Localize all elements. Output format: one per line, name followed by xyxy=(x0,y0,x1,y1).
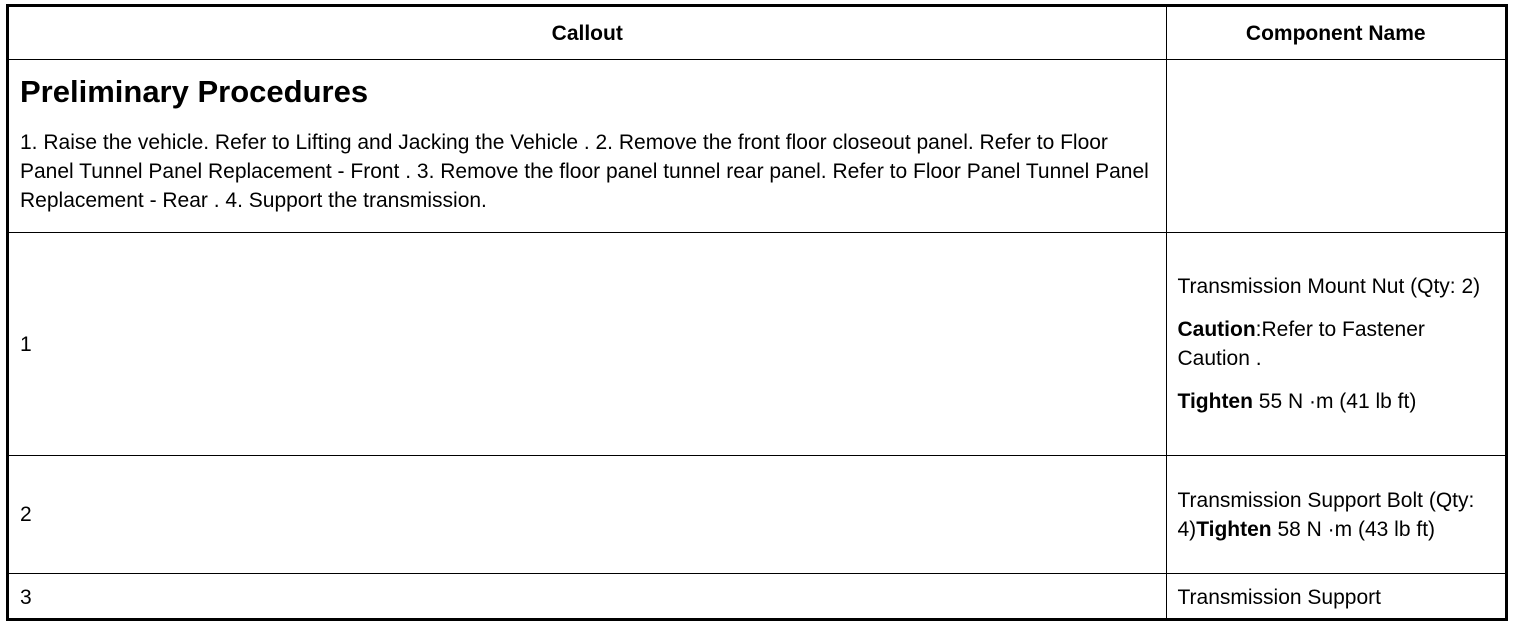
table-row xyxy=(9,233,1505,456)
preliminary-procedures-row xyxy=(9,60,1505,233)
component-name-cell: Transmission Support xyxy=(1166,574,1505,621)
caution-label: Caution xyxy=(1177,318,1256,341)
table-row xyxy=(9,456,1505,574)
component-name-column-header: Component Name xyxy=(1166,7,1505,60)
component-name: Transmission Mount Nut (Qty: 2) xyxy=(1177,275,1481,298)
callout-column-header: Callout xyxy=(9,7,1166,60)
caution-text: :Refer to Fastener Caution . xyxy=(1177,318,1425,370)
callout-cell: 3 xyxy=(9,574,1166,621)
procedure-table xyxy=(9,7,1505,620)
callout-cell: 1 xyxy=(9,233,1166,456)
torque-value: 55 N ·m (41 lb ft) xyxy=(1252,390,1417,413)
table-header-row xyxy=(9,7,1505,60)
tighten-label: Tighten xyxy=(1177,390,1253,413)
torque-value: 58 N ·m (43 lb ft) xyxy=(1271,517,1436,541)
preliminary-procedures-title: Preliminary Procedures xyxy=(20,74,369,109)
tighten-label: Tighten xyxy=(1196,517,1272,541)
preliminary-procedures-cell xyxy=(9,60,1166,233)
procedure-table-container xyxy=(6,4,1508,621)
callout-cell: 2 xyxy=(9,456,1166,574)
component-name-cell xyxy=(1166,456,1505,574)
caution-note xyxy=(1178,315,1495,373)
torque-spec xyxy=(1178,387,1495,416)
preliminary-procedures-text: 1. Raise the vehicle. Refer to Lifting and Jacking the Vehicle . 2. Remove the front floor closeout panel. Refer to Floor Panel Tunnel Panel Replacement - Front . 3. Remove the floor panel tunnel rear panel. Refer to Floor Panel Tunnel Panel Replacement - Rear . 4. Support the transmission. xyxy=(20,131,1149,212)
component-name-cell xyxy=(1166,233,1505,456)
component-name: Transmission Support Bolt (Qty: 4) xyxy=(1177,488,1475,541)
preliminary-procedures-empty-cell xyxy=(1166,60,1505,233)
table-row xyxy=(9,574,1505,621)
